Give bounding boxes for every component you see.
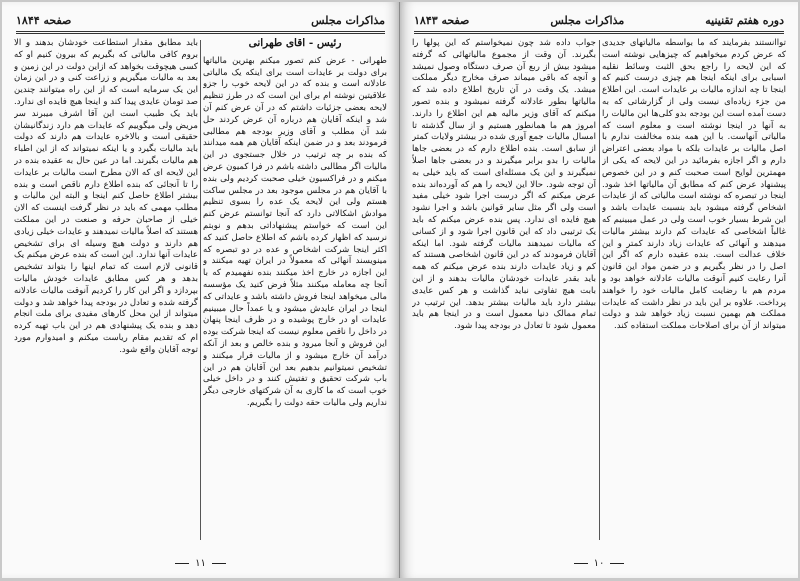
- header-rule: [16, 33, 385, 34]
- right-header-session: دوره هفتم تقنینیه: [705, 13, 784, 27]
- left-header-title: مذاکرات مجلس: [311, 13, 385, 27]
- right-page: [400, 2, 798, 578]
- body-text: باید مطابق مقدار استطاعت خودشان بدهند و الا بروم کافی مالیاتی که بگیریم که بیرون کنیم او که کسی هیچوقت بخواهد که ازاین دولت در این زمین و بعد به مالیات میگیریم و زراعت کنی و در این زمان این یک سرمایه است که از این راه میتوانند چندین صد تومان عایدی پیدا کند و اینجا هیچ فایده ای ندارد. باید یک طبیب است این آقا اشرف میبرند سر مریض ولی میگوییم که عایدات هم دارد زندگانیشان حقیقی است و بالاخره عایدات هم دارند که دولت باید مالیات بگیرد و یا اینکه نمیتواند که از این اطباء هم مالیات بگیرند. اما در عین حال به عقیده بنده در این لایحه ای که الان مطرح است مالیات بر عایدات را تا آنجائی که بنده اطلاع دارم ناقص است و بنده بیشتر اطلاع حاصل کنم اینجا و البته این مالیات و مطلب مهمی که باید در نظر گرفت اینست که الان خیلی از صاحبان حرفه و صنعت در این مملکت هستند که اصلاً مالیات نمیدهند و عایدات خیلی زیادی هم دارند و دولت هیچ وسیله ای برای تشخیص عایدات آنها ندارد. این است که بنده عرض میکنم یک قانونی لازم است که تمام اینها را بتواند تشخیص بدهد و هر کس مطابق عایدات خودش مالیات بپردازد و اگر این کار را کردیم آنوقت مالیات عادلانه گرفته شده و تعادل در بودجه پیدا خواهد شد و دولت میتواند از این محل کارهای مفیدی برای ملت انجام دهد و بنده یک پیشنهادی هم در این باب تهیه کرده ام که تقدیم مقام ریاست میکنم و امیدوارم مورد توجه آقایان واقع شود.: [14, 38, 198, 355]
- book-spread: [2, 2, 798, 578]
- column-divider: [200, 40, 201, 540]
- left-page-column-right: [203, 38, 387, 542]
- page-number: ۱۱: [195, 557, 206, 569]
- column-divider: [599, 40, 600, 540]
- header-rule: [414, 33, 784, 34]
- right-header-title: مذاکرات مجلس: [550, 13, 625, 27]
- left-page-footer: [2, 556, 399, 570]
- left-header-page: صفحه ۱۸۴۴: [16, 13, 72, 27]
- header-rule: [16, 31, 385, 32]
- right-page-header: [414, 10, 784, 30]
- body-text: طهرانی - عرض کنم تصور میکنم بهترین مالیاتها برای دولت بر عایدات است برای اینکه یک مالیاتی عادلانه است و بنده که در این لایحه خوب را جزو علاقیتین نوشته ام برای این است که در طرز تنظیم لایحه بعضی جزئیات داشتم که در آن عرض کنم آن شد و اینکه آقایان هم درباره آن عرض کردند حل شد آن مطلب و آقای وزیر بودجه هم مطالبی فرمودند بعد و در ضمن اینکه آقایان هم همه میدانند که بنده بر چه ترتیب در خلال جستجوی در این مالیات اگر مطالبی داشته باشم در فرا کمیون عرض میکنم و در فراکسیون خیلی صحبت کردیم ولی بنده با آقایان هم در مجلس موجود بعد در مجلس ساکت هستم ولی این لایحه یک عده را بسوی تنظیم موادش اشکالاتی دارد که آنجا توانستم عرض کنم این است که خواستم پیشنهاداتی بدهم و نوبتم نرسید که اظهار کرده باشم که اطلاع حاصل کنید که اکثر اینجا شرکت اشخاص و عده در دو تبصره که مینویسند آنهائی که معمولاً در ایران تهیه میکنند و این اجازه در خارج اخذ میکنند بنده نفهمیدم که با آنجا چه معامله میکنند مثلاً فرض کنید یک مؤسسه مالی میخواهد اینجا فروش داشته باشد و عایداتی که اینجا در ایران عایدش میشود و یا عمداً حال میبینیم عایدات او در خارج پوشیده و در ظرف اینجا پنهان در داخل را ناقص معلوم نیست که اینجا شرکت بوده این فروش و آنجا میرود و بنده خالص و بعد از آنکه درآمد آن خارج میشود و از مالیات فرار میکنند و تشخیص نمیتوانیم بدهیم بعد این آقایان هم در این باب شرکت تحقیق و تفتیش کنند و در داخل خیلی خوب است که ما کاری به آن شرکتهای خارجی دیگر نداریم ولی مالیات حقه دولت را بگیریم.: [203, 55, 387, 408]
- body-text: جواب داده شد چون نمیخواستم که این پولها را بگیرند. آن وقت از مجموع مالیاتهائی که گرفته میشود بیش از ربع آن صرف دستگاه وصول نمیشد و آنچه که باقی میماند صرف مخارج دیگر مملکت میشد. یک وقت در آن تاریخ اطلاع داده شد که مالیاتها بطور عادلانه گرفته نمیشود و بنده تصور میکنم که آقای وزیر مالیه هم این اطلاع را دارند. امروز هم ما همانطور هستیم و از سال گذشته تا امسال مالیات جمع آوری شده در بیشتر ولایات کمتر از سابق است. بنده اطلاع دارم که در بعضی جاها مالیات را بدو برابر میگیرند و در بعضی جاها اصلاً نمیگیرند و این یک مسئله‌ای است که باید خیلی به آن توجه شود. حالا این لایحه را هم که آورده‌اند بنده عرض میکنم که اگر درست اجرا شود خیلی مفید است ولی اگر مثل سایر قوانین باشد و اجرا نشود هیچ فایده ای ندارد. پس بنده عرض میکنم که باید یک ترتیبی داد که این قانون اجرا شود و از کسانی که مالیات نمیدهند مالیات گرفته شود. اما اینکه آقایان فرمودند که در این قانون اشخاصی هستند که کم و زیاد عایدات دارند بنده عرض میکنم که همه باید بقدر عایدات خودشان مالیات بدهند و از این بابت هیچ تفاوتی نباید گذاشت و هر کس عایدی بیشتر دارد باید مالیات بیشتر بدهد. این ترتیب در تمام ممالک دنیا معمول است و در اینجا هم باید معمول شود تا تعادل در بودجه پیدا شود.: [412, 38, 596, 332]
- left-page-header: [16, 10, 385, 30]
- body-text: تواانستند بفرمایند که ما بواسطه مالیاتهای جدیدی که عرض کردم میخواهیم که چیزهایی نوشته است که این لایحه را راجع بحق الثبت وسائط نقلیه اسبابی برای اینکه اینجا هم چیزی درست کنیم که اینجا تا چه اندازه مالیات بر عایدات است. این اطلاع من جزء زیاده‌ای نیست ولی از گزارشاتی که به دست آمده است این بودجه بدو کلی‌ها این مالیات را به آنها در اینجا نوشته است و معلوم است که مالیاتی آنهاست. با این همه بنده مخالفت ندارم با اصل مالیات بر عایدات بلکه با مواد بعضی اعتراض دارم و اگر اجازه بفرمائید در این لایحه که یکی از مهمترین لوایح است صحبت کنم و در این خصوص پیشنهاد عرض کنم که مطابق آن مالیاتها اخذ شود. اینجا در تبصره که نوشته است مالیاتی که از عایدات اشخاص گرفته میشود باید بنسبت عایدات باشد و این شرط بسیار خوب است ولی در عمل میبینیم که غالباً اشخاصی که عایدات کم دارند بیشتر مالیات میدهند و آنهائی که عایدات زیاد دارند کمتر و این خلاف عدالت است. بنده عقیده دارم که اگر این اصل را در نظر بگیریم و در ضمن مواد این قانون آنرا رعایت کنیم آنوقت مالیات عادلانه خواهد بود و مردم هم با رضایت کامل مالیات خود را خواهند پرداخت. علاوه بر این باید در نظر داشت که عایدات مملکت هم بهمین نسبت زیاد خواهد شد و دولت میتواند از آن برای اصلاحات مملکت استفاده کند.: [602, 38, 786, 332]
- right-page-column-right: [602, 38, 786, 542]
- left-page-column-left: [14, 38, 198, 542]
- right-page-column-left: [412, 38, 596, 542]
- page-number: ۱۰: [593, 557, 605, 569]
- right-page-footer: [400, 556, 798, 570]
- header-rule: [414, 31, 784, 32]
- right-header-page: صفحه ۱۸۴۳: [414, 13, 470, 27]
- speaker-heading: رئیس - آقای طهرانی: [248, 38, 342, 49]
- left-page: [2, 2, 400, 578]
